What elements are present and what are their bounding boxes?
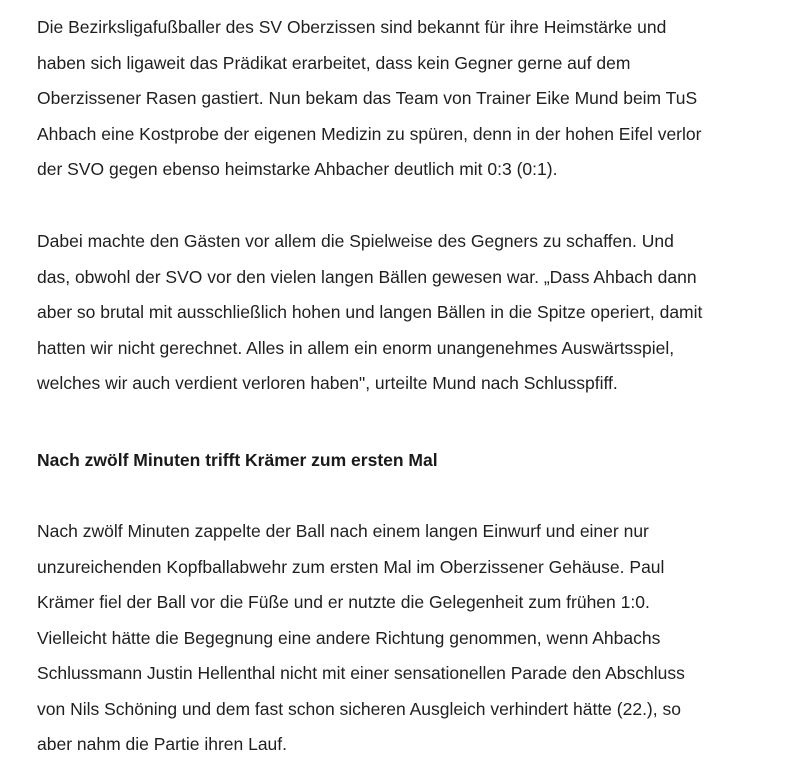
paragraph-line: das, obwohl der SVO vor den vielen langen Bällen gewesen war. „Dass Ahbach dann	[37, 266, 697, 287]
paragraph-line: welches wir auch verdient verloren haben", urteilte Mund nach Schlusspfiff.	[37, 373, 618, 393]
paragraph-line: hatten wir nicht gerechnet. Alles in allem ein enorm unangenehmes Auswärtsspiel,	[37, 337, 675, 358]
paragraph-line: haben sich ligaweit das Prädikat erarbeitet, dass kein Gegner gerne auf dem	[37, 52, 631, 73]
paragraph-line: Vielleicht hätte die Begegnung eine andere Richtung genommen, wenn Ahbachs	[37, 627, 661, 648]
paragraph-line: Schlussmann Justin Hellenthal nicht mit einer sensationellen Parade den Abschluss	[37, 663, 685, 683]
paragraph-line: Die Bezirksligafußballer des SV Oberzissen sind bekannt für ihre Heimstärke und	[37, 17, 667, 37]
article-paragraph-1	[37, 10, 789, 188]
paragraph-line: Krämer fiel der Ball vor die Füße und er nutzte die Gelegenheit zum frühen 1:0.	[37, 592, 650, 612]
section-subheading: Nach zwölf Minuten trifft Krämer zum ersten Mal	[37, 450, 438, 470]
paragraph-line: Nach zwölf Minuten zappelte der Ball nach einem langen Einwurf und einer nur	[37, 521, 649, 541]
article-paragraph-3	[37, 514, 789, 763]
paragraph-line: aber nahm die Partie ihren Lauf.	[37, 734, 288, 754]
paragraph-line: von Nils Schöning und dem fast schon sicheren Ausgleich verhindert hätte (22.), so	[37, 698, 681, 719]
paragraph-line: unzureichenden Kopfballabwehr zum ersten Mal im Oberzissener Gehäuse. Paul	[37, 556, 665, 577]
paragraph-line: aber so brutal mit ausschließlich hohen und langen Bällen in die Spitze operiert, damit	[37, 302, 703, 322]
paragraph-line: Dabei machte den Gästen vor allem die Spielweise des Gegners zu schaffen. Und	[37, 231, 674, 251]
article-paragraph-2	[37, 224, 789, 402]
paragraph-line: Oberzissener Rasen gastiert. Nun bekam das Team von Trainer Eike Mund beim TuS	[37, 88, 698, 108]
paragraph-line: Ahbach eine Kostprobe der eigenen Medizin zu spüren, denn in der hohen Eifel verlor	[37, 123, 702, 144]
paragraph-line: der SVO gegen ebenso heimstarke Ahbacher deutlich mit 0:3 (0:1).	[37, 159, 558, 179]
